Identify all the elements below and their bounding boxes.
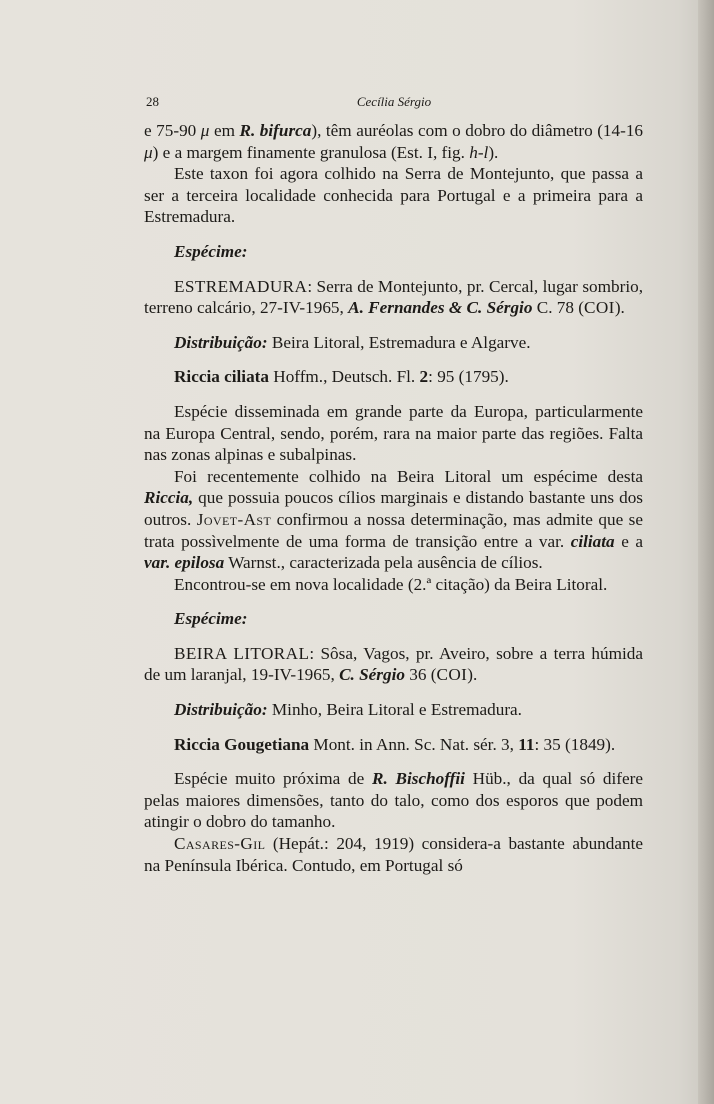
specimen-record-2: BEIRA LITORAL: Sôsa, Vagos, pr. Aveiro, sobre a terra húmida de um laranjal, 19-IV-1965, C. Sérgio 36 (COI). (144, 643, 643, 685)
taxon-riccia-ciliata: Riccia ciliata Hoffm., Deutsch. Fl. 2: 95 (1795). (174, 367, 509, 387)
paragraph-bischoffii: Espécie muito próxima de R. Bischoffii Hüb., da qual só difere pelas maiores dimensões, tanto do talo, como dos esporos que podem atingir o dobro do tamanho. (144, 769, 643, 832)
paragraph-continuation: e 75-90 μ em R. bifurca), têm auréolas com o dobro do diâmetro (14-16 μ) e a margem finamente granulosa (Est. I, fig. h-l). (144, 121, 644, 162)
page-number: 28 (146, 94, 159, 109)
specimen-heading-1: Espécime: (174, 241, 248, 261)
paragraph-casares-gil: Casares-Gil (Hepát.: 204, 1919) considera-a bastante abundante na Península Ibérica. Contudo, em Portugal só (144, 834, 643, 875)
page-edge-shadow (698, 0, 714, 1104)
paragraph-montejunto: Este taxon foi agora colhido na Serra de Montejunto, que passa a ser a terceira localidade conhecida para Portugal e a primeira para a Estremadura. (144, 164, 643, 227)
specimen-record-1: ESTREMADURA: Serra de Montejunto, pr. Cercal, lugar sombrio, terreno calcário, 27-IV-1965, A. Fernandes & C. Sérgio C. 78 (COI). (144, 276, 643, 318)
body-text (144, 120, 643, 876)
specimen-heading-2: Espécime: (174, 609, 248, 629)
page-header (146, 94, 642, 112)
paragraph-distribution-europe: Espécie disseminada em grande parte da Europa, particularmente na Europa Central, sendo, porém, rara na maior parte das regiões. Falta nas zonas alpinas e subalpinas. (144, 401, 643, 465)
paragraph-new-locality: Encontrou-se em nova localidade (2.ª citação) da Beira Litoral. (174, 574, 608, 594)
paragraph-beira-litoral: Foi recentemente colhido na Beira Litoral um espécime desta Riccia, que possuia poucos cílios marginais e distando bastante uns dos outros. Jovet-Ast confirmou a nossa determinação, mas admite que se trata possìvelmente de uma forma de transição entre a var. ciliata e a var. epilosa Warnst., caracterizada pela ausência de cílios. (144, 466, 644, 573)
distribution-2: Distribuição: Minho, Beira Litoral e Estremadura. (174, 700, 522, 720)
taxon-riccia-gougetiana: Riccia Gougetiana Mont. in Ann. Sc. Nat. sér. 3, 11: 35 (1849). (174, 734, 616, 754)
distribution-1: Distribuição: Beira Litoral, Estremadura e Algarve. (174, 332, 531, 352)
running-head: Cecília Sérgio (356, 94, 432, 109)
